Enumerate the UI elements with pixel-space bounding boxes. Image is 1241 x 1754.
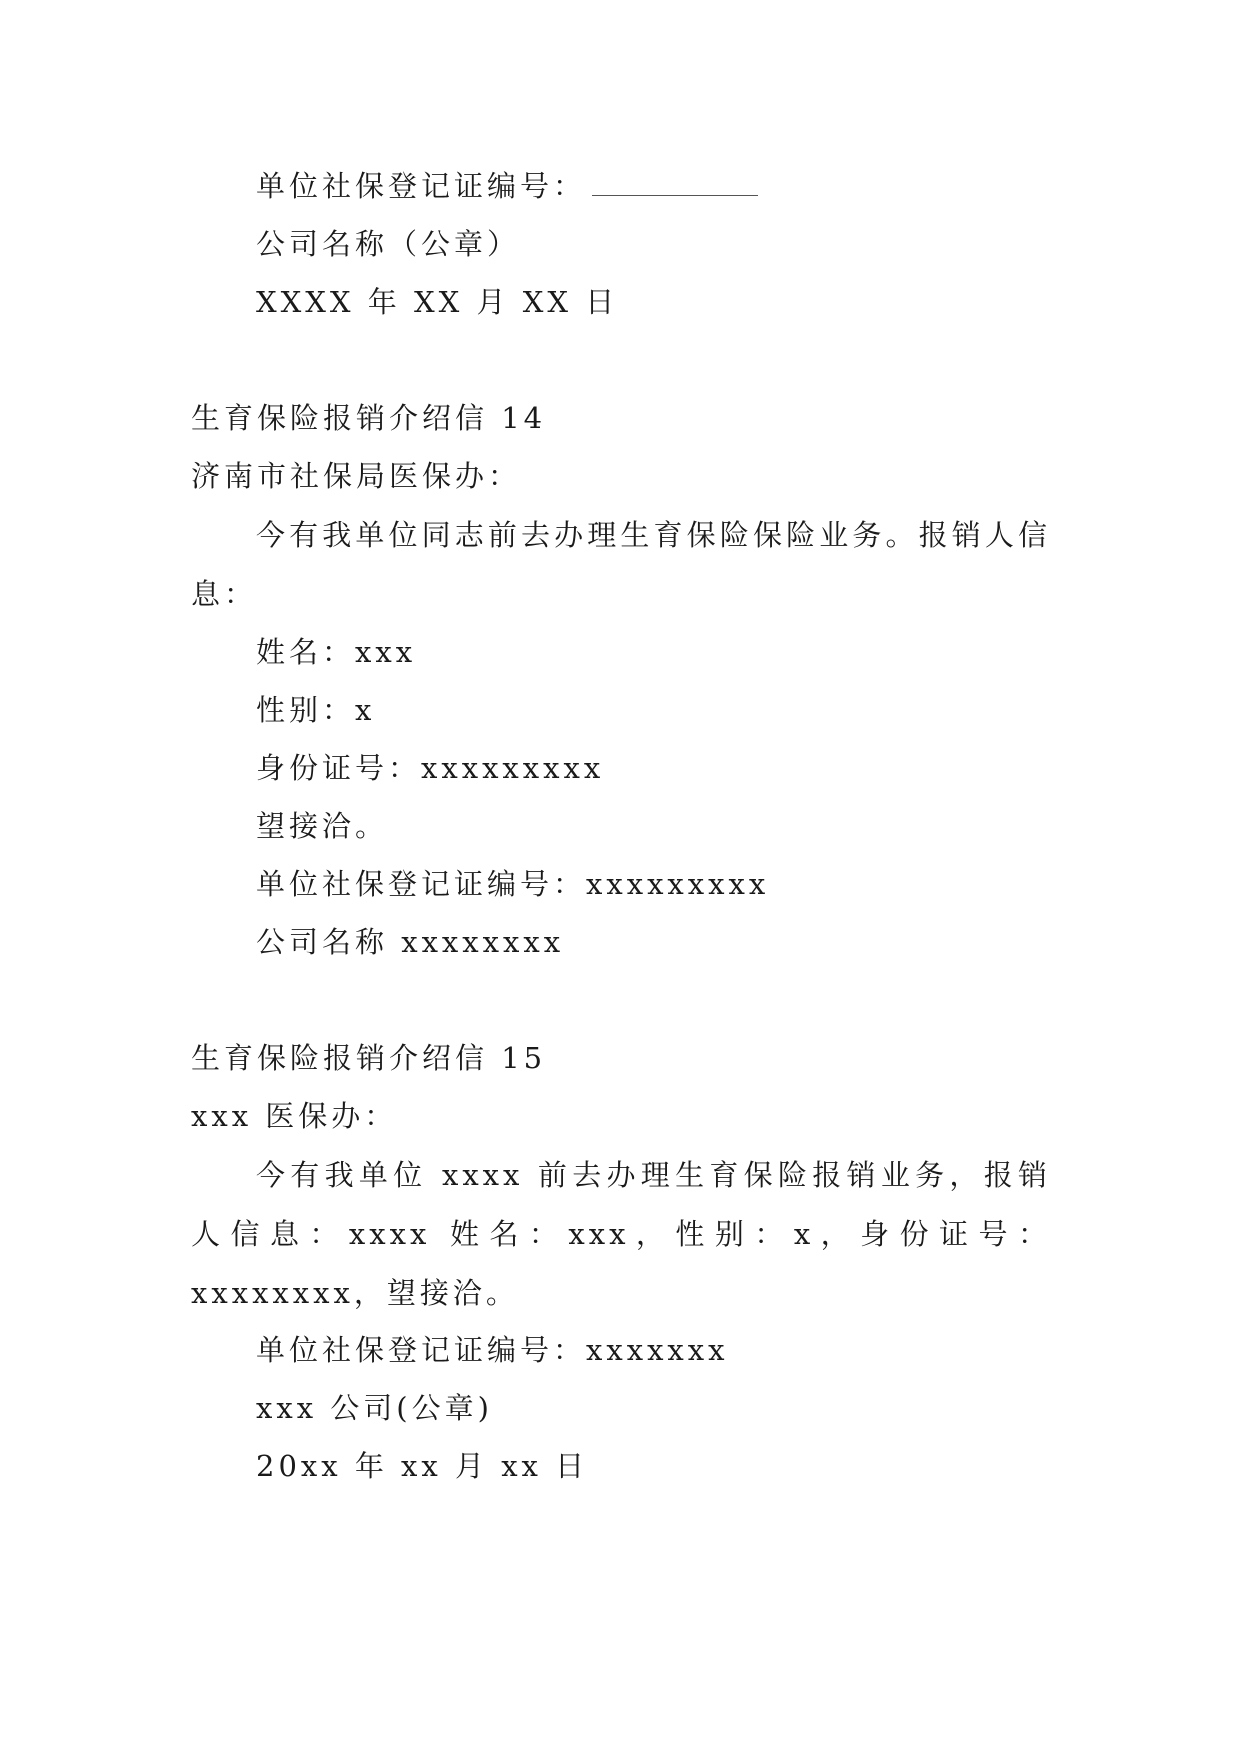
letter-15-date: 20xx 年 xx 月 xx 日 (256, 1449, 589, 1483)
date-line: XXXX 年 XX 月 XX 日 (256, 285, 619, 319)
company-seal-line: 公司名称（公章） (256, 227, 521, 261)
registration-number-label: 单位社保登记证编号： (256, 169, 587, 203)
letter-14-body: 今有我单位同志前去办理生育保险保险业务。报销人信息： (191, 518, 1051, 611)
registration-number-line (256, 166, 758, 206)
letter-14-name: 姓名：xxx (256, 635, 417, 669)
letter-15-company: xxx 公司(公章) (256, 1391, 493, 1425)
letter-14-addressee: 济南市社保局医保办： (191, 459, 522, 493)
registration-number-blank (592, 171, 758, 196)
letter-15-body: 今有我单位 xxxx 前去办理生育保险报销业务，报销人信息：xxxx 姓名：xxx，性别：x，身份证号：xxxxxxxx，望接洽。 (191, 1158, 1051, 1310)
letter-14-company: 公司名称 xxxxxxxx (256, 925, 565, 959)
letter-14-id-number: 身份证号：xxxxxxxxx (256, 751, 605, 785)
letter-14-registration-number: 单位社保登记证编号：xxxxxxxxx (256, 867, 770, 901)
letter-14-gender: 性别：x (256, 693, 376, 727)
letter-15-title: 生育保险报销介绍信 15 (191, 1041, 547, 1075)
letter-14-title: 生育保险报销介绍信 14 (191, 401, 547, 435)
letter-15-addressee: xxx 医保办： (191, 1099, 398, 1133)
letter-14-closing: 望接洽。 (256, 809, 389, 843)
letter-15-registration-number: 单位社保登记证编号：xxxxxxx (256, 1333, 729, 1367)
